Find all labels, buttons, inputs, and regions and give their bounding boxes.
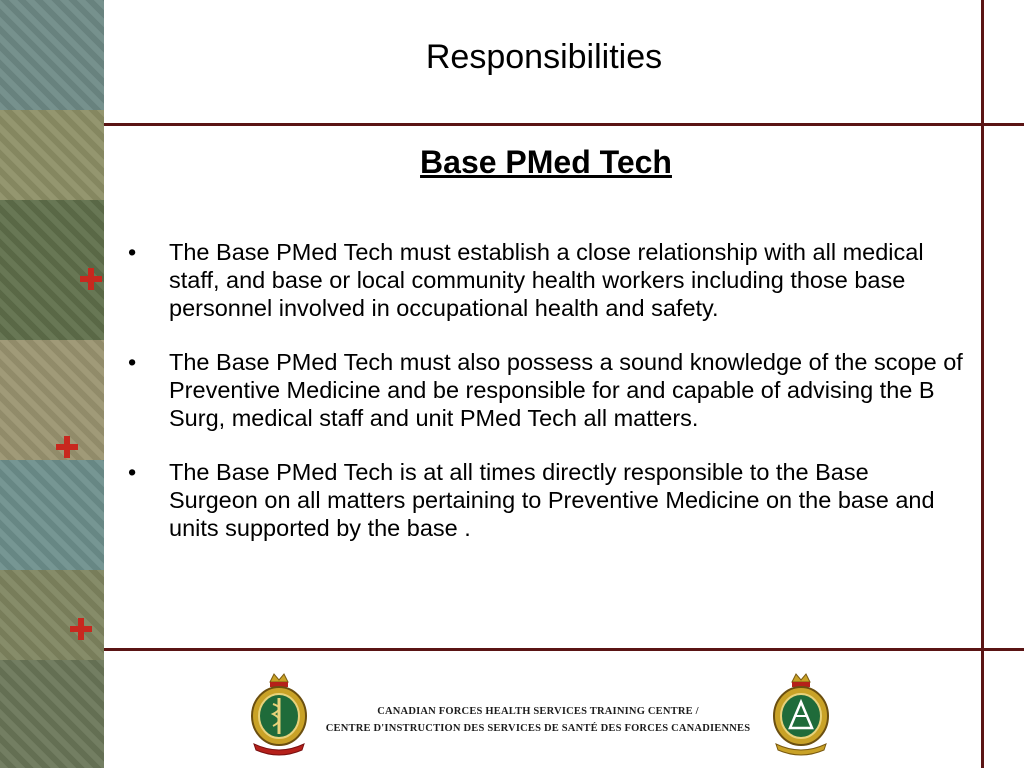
right-border (981, 0, 984, 768)
bullet-text: The Base PMed Tech must establish a close relationship with all medical staff, and base or local community health workers including those base personnel involved in occupational health and safety. (169, 239, 924, 321)
bullet-list (128, 238, 963, 568)
bullet-item (128, 458, 963, 542)
collage-photo (0, 340, 104, 460)
collage-photo (0, 460, 104, 570)
bullet-marker: • (128, 239, 137, 265)
photo-collage (0, 0, 104, 768)
training-centre-crest-icon (766, 672, 836, 758)
collage-photo (0, 660, 104, 768)
collage-photo (0, 570, 104, 660)
slide-title: Responsibilities (425, 38, 663, 76)
red-cross-icon (80, 268, 102, 290)
bullet-marker: • (128, 459, 137, 485)
bullet-text: The Base PMed Tech is at all times directly responsible to the Base Surgeon on all matters pertaining to Preventive Medicine on the base and units supported by the base . (169, 459, 935, 541)
title-divider (104, 123, 1024, 126)
red-cross-icon (70, 618, 92, 640)
collage-photo (0, 110, 104, 200)
bullet-item (128, 348, 963, 432)
footer-line-english: CANADIAN FORCES HEALTH SERVICES TRAINING CENTRE / (377, 706, 699, 717)
bullet-item (128, 238, 963, 322)
bullet-marker: • (128, 349, 137, 375)
footer-line-french: CENTRE D'INSTRUCTION DES SERVICES DE SANTÉ DES FORCES CANADIENNES (325, 723, 751, 734)
red-cross-icon (56, 436, 78, 458)
footer-divider (104, 648, 1024, 651)
bullet-text: The Base PMed Tech must also possess a sound knowledge of the scope of Preventive Medicine and be responsible for and capable of advising the B Surg, medical staff and unit PMed Tech all matters. (169, 349, 963, 431)
collage-photo (0, 0, 104, 110)
section-heading: Base PMed Tech (420, 144, 672, 180)
